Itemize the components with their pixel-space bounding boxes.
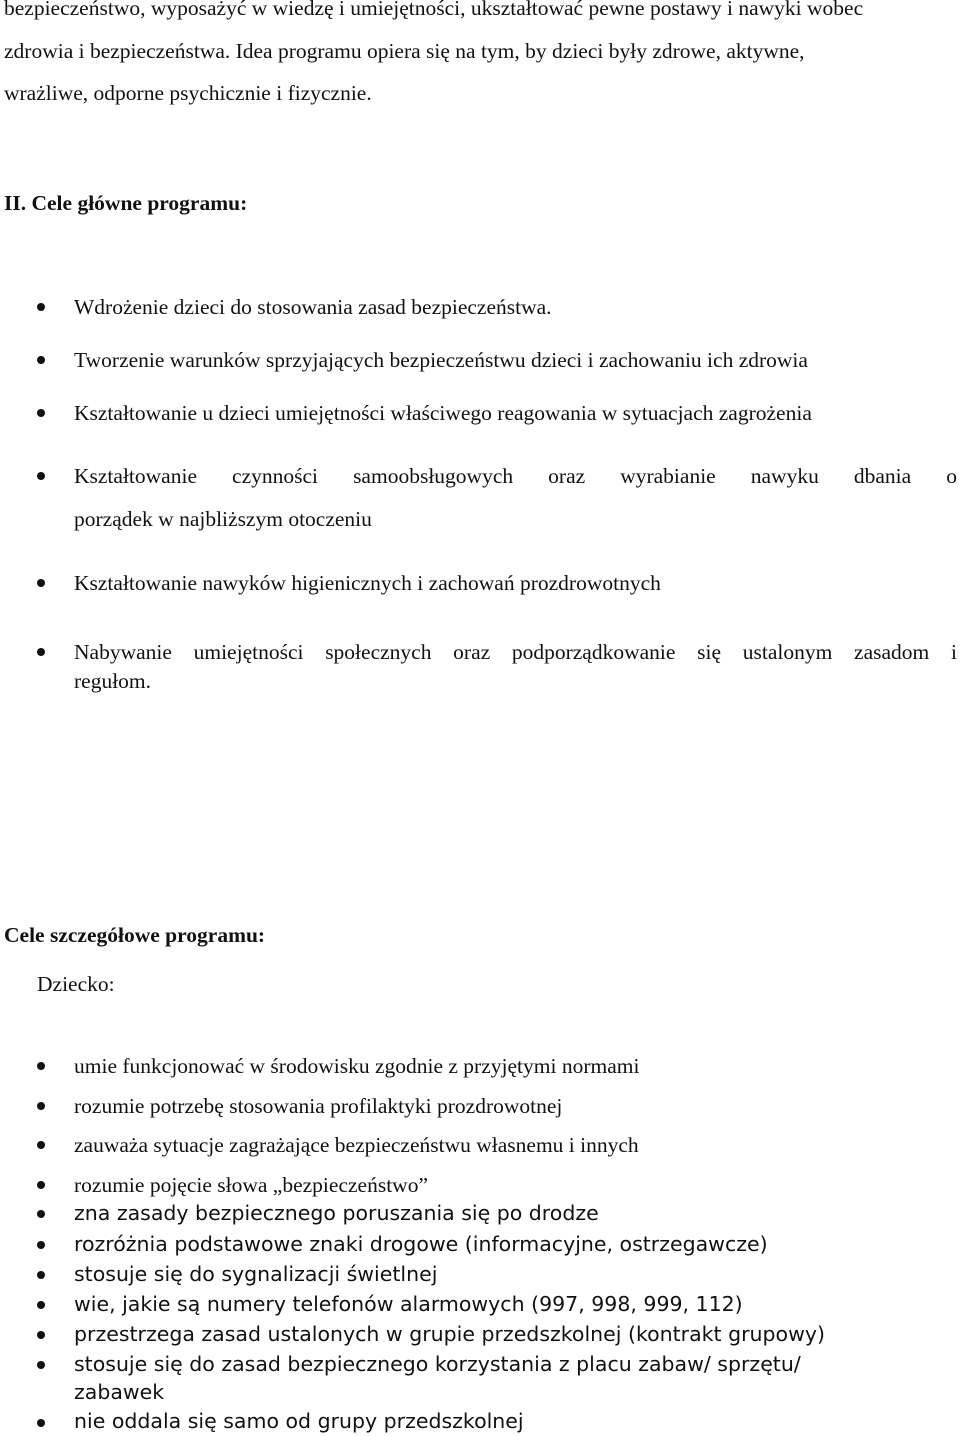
word: dbania [853, 464, 912, 488]
main-goal-item-justified [74, 463, 957, 489]
bullet-icon [37, 409, 45, 417]
detailed-goal-item: rozumie pojęcie słowa „bezpieczeństwo” [74, 1173, 428, 1197]
main-goal-item: Tworzenie warunków sprzyjających bezpieczeństwu dzieci i zachowaniu ich zdrowia [74, 348, 808, 372]
main-goal-item: Kształtowanie nawyków higienicznych i zachowań prozdrowotnych [74, 571, 661, 595]
bullet-icon [37, 1271, 45, 1279]
detailed-goal-item: rozumie potrzebę stosowania profilaktyki prozdrowotnej [74, 1094, 563, 1118]
word: wyrabianie [620, 464, 716, 488]
bullet-icon [37, 356, 45, 364]
word: Kształtowanie [74, 464, 197, 488]
word: oraz [453, 640, 491, 664]
detailed-goal-item: umie funkcjonować w środowisku zgodnie z przyjętymi normami [74, 1054, 640, 1078]
word: i [950, 640, 957, 664]
bullet-icon [37, 579, 45, 587]
section-heading-detailed-goals: Cele szczegółowe programu: [4, 923, 266, 947]
word: zasadom [854, 640, 930, 664]
bullet-icon [37, 472, 45, 480]
section-subheading-child: Dziecko: [37, 972, 115, 996]
word: nawyku [750, 464, 819, 488]
bullet-icon [37, 303, 45, 311]
word: oraz [548, 464, 586, 488]
word: czynności [232, 464, 319, 488]
detailed-goal-item: zna zasady bezpiecznego poruszania się po drodze [74, 1201, 599, 1225]
detailed-goal-item: rozróżnia podstawowe znaki drogowe (informacyjne, ostrzegawcze) [74, 1232, 768, 1256]
word: Nabywanie [74, 640, 172, 664]
main-goal-item: Wdrożenie dzieci do stosowania zasad bezpieczeństwa. [74, 295, 552, 319]
word: o [946, 464, 957, 488]
word: się [697, 640, 722, 664]
detailed-goal-item-continuation: zabawek [74, 1380, 165, 1404]
intro-line-1: bezpieczeństwo, wyposażyć w wiedzę i umiejętności, ukształtować pewne postawy i nawyki wobec [4, 0, 864, 20]
bullet-icon [37, 1141, 45, 1149]
main-goal-item-continuation: regułom. [74, 669, 152, 693]
bullet-icon [37, 1102, 45, 1110]
bullet-icon [37, 1210, 45, 1218]
word: podporządkowanie [511, 640, 676, 664]
bullet-icon [37, 1181, 45, 1189]
word: ustalonym [742, 640, 833, 664]
bullet-icon [37, 1301, 45, 1309]
word: umiejętności [193, 640, 304, 664]
main-goal-item-justified [74, 639, 957, 665]
detailed-goal-item: stosuje się do zasad bezpiecznego korzystania z placu zabaw/ sprzętu/ [74, 1352, 801, 1376]
detailed-goal-item: stosuje się do sygnalizacji świetlnej [74, 1262, 438, 1286]
bullet-icon [37, 1241, 45, 1249]
bullet-icon [37, 1419, 45, 1427]
bullet-icon [37, 648, 45, 656]
section-heading-main-goals: II. Cele główne programu: [4, 191, 248, 215]
word: społecznych [325, 640, 432, 664]
intro-line-2: zdrowia i bezpieczeństwa. Idea programu opiera się na tym, by dzieci były zdrowe, aktywne, [4, 39, 805, 63]
detailed-goal-item: nie oddala się samo od grupy przedszkolnej [74, 1409, 524, 1433]
detailed-goal-item: przestrzega zasad ustalonych w grupie przedszkolnej (kontrakt grupowy) [74, 1322, 825, 1346]
main-goal-item-continuation: porządek w najbliższym otoczeniu [74, 507, 372, 531]
detailed-goal-item: zauważa sytuacje zagrażające bezpieczeństwu własnemu i innych [74, 1133, 639, 1157]
detailed-goal-item: wie, jakie są numery telefonów alarmowych (997, 998, 999, 112) [74, 1292, 743, 1316]
bullet-icon [37, 1062, 45, 1070]
main-goal-item: Kształtowanie u dzieci umiejętności właściwego reagowania w sytuacjach zagrożenia [74, 401, 812, 425]
word: samoobsługowych [353, 464, 514, 488]
bullet-icon [37, 1361, 45, 1369]
bullet-icon [37, 1331, 45, 1339]
intro-line-3: wrażliwe, odporne psychicznie i fizycznie. [4, 81, 372, 105]
